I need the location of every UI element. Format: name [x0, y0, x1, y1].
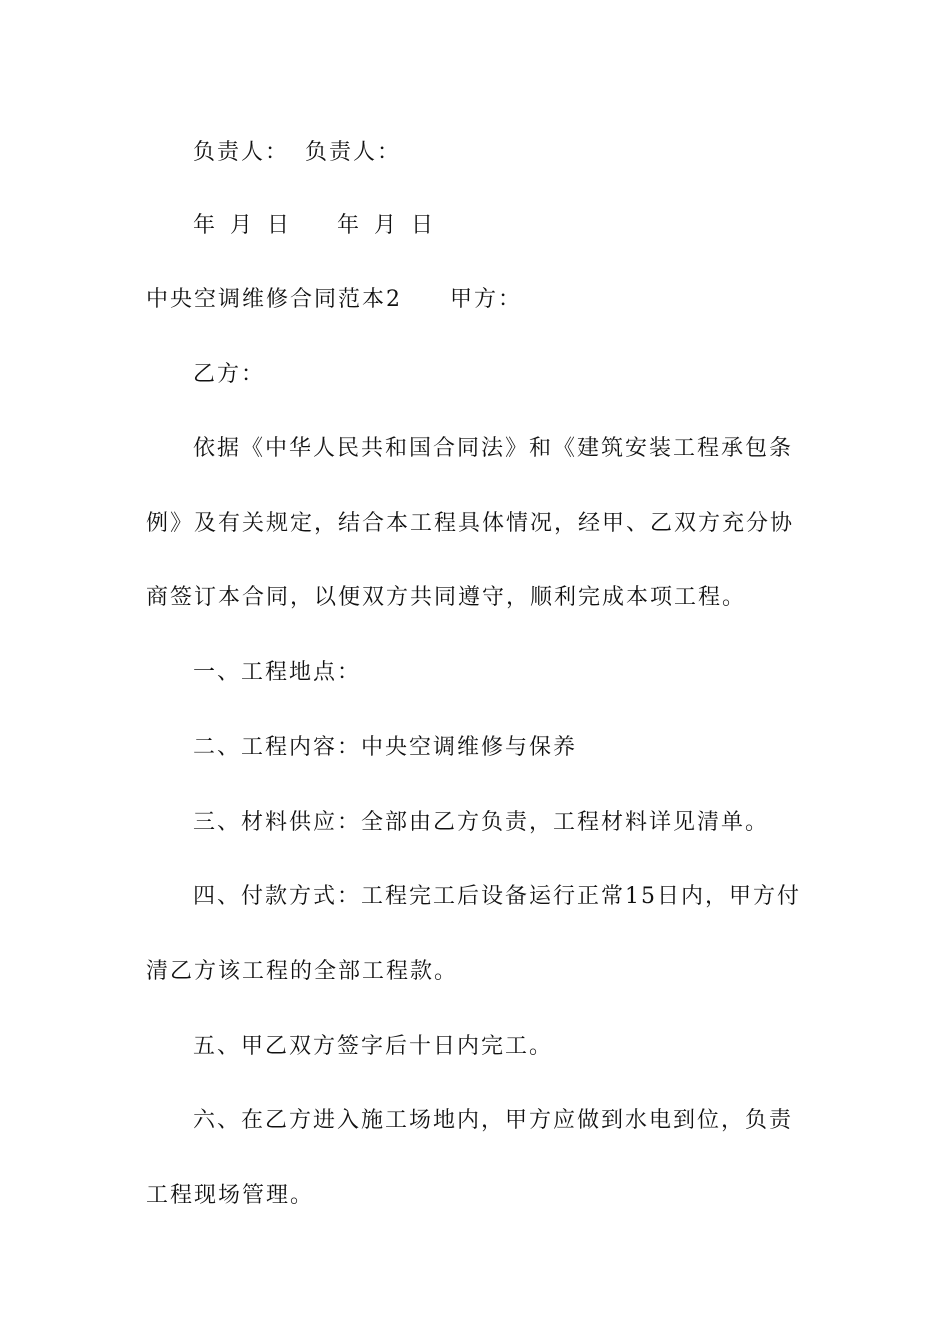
clause-3: 三、材料供应：全部由乙方负责，工程材料详见清单。 — [193, 810, 770, 835]
clause-2: 二、工程内容：中央空调维修与保养 — [193, 735, 578, 760]
contract-title-row — [146, 285, 522, 315]
party-a-label: 甲方： — [450, 287, 523, 312]
clause-1: 一、工程地点： — [193, 660, 362, 685]
responsible-person-label-a: 负责人： — [193, 140, 290, 165]
date-a: 年 月 日 — [193, 213, 293, 238]
preamble-line-1: 依据《中华人民共和国合同法》和《建筑安装工程承包条 — [193, 436, 794, 461]
contract-title: 中央空调维修合同范本2 — [146, 287, 402, 312]
responsible-person-label-b: 负责人： — [305, 140, 402, 165]
date-b: 年 月 日 — [337, 213, 437, 238]
preamble-line-2: 例》及有关规定，结合本工程具体情况，经甲、乙双方充分协 — [146, 511, 795, 536]
clause-6-line-2: 工程现场管理。 — [146, 1183, 315, 1208]
clause-4-line-2: 清乙方该工程的全部工程款。 — [146, 959, 459, 984]
party-b-label: 乙方： — [193, 362, 266, 387]
clause-4-line-1: 四、付款方式：工程完工后设备运行正常15日内，甲方付 — [193, 884, 801, 909]
clause-6-line-1: 六、在乙方进入施工场地内，甲方应做到水电到位，负责 — [193, 1108, 794, 1133]
signature-dates-row — [193, 211, 437, 241]
preamble-line-3: 商签订本合同，以便双方共同遵守，顺利完成本项工程。 — [146, 585, 747, 610]
signature-labels-row — [193, 138, 401, 168]
clause-5: 五、甲乙双方签字后十日内完工。 — [193, 1034, 554, 1059]
